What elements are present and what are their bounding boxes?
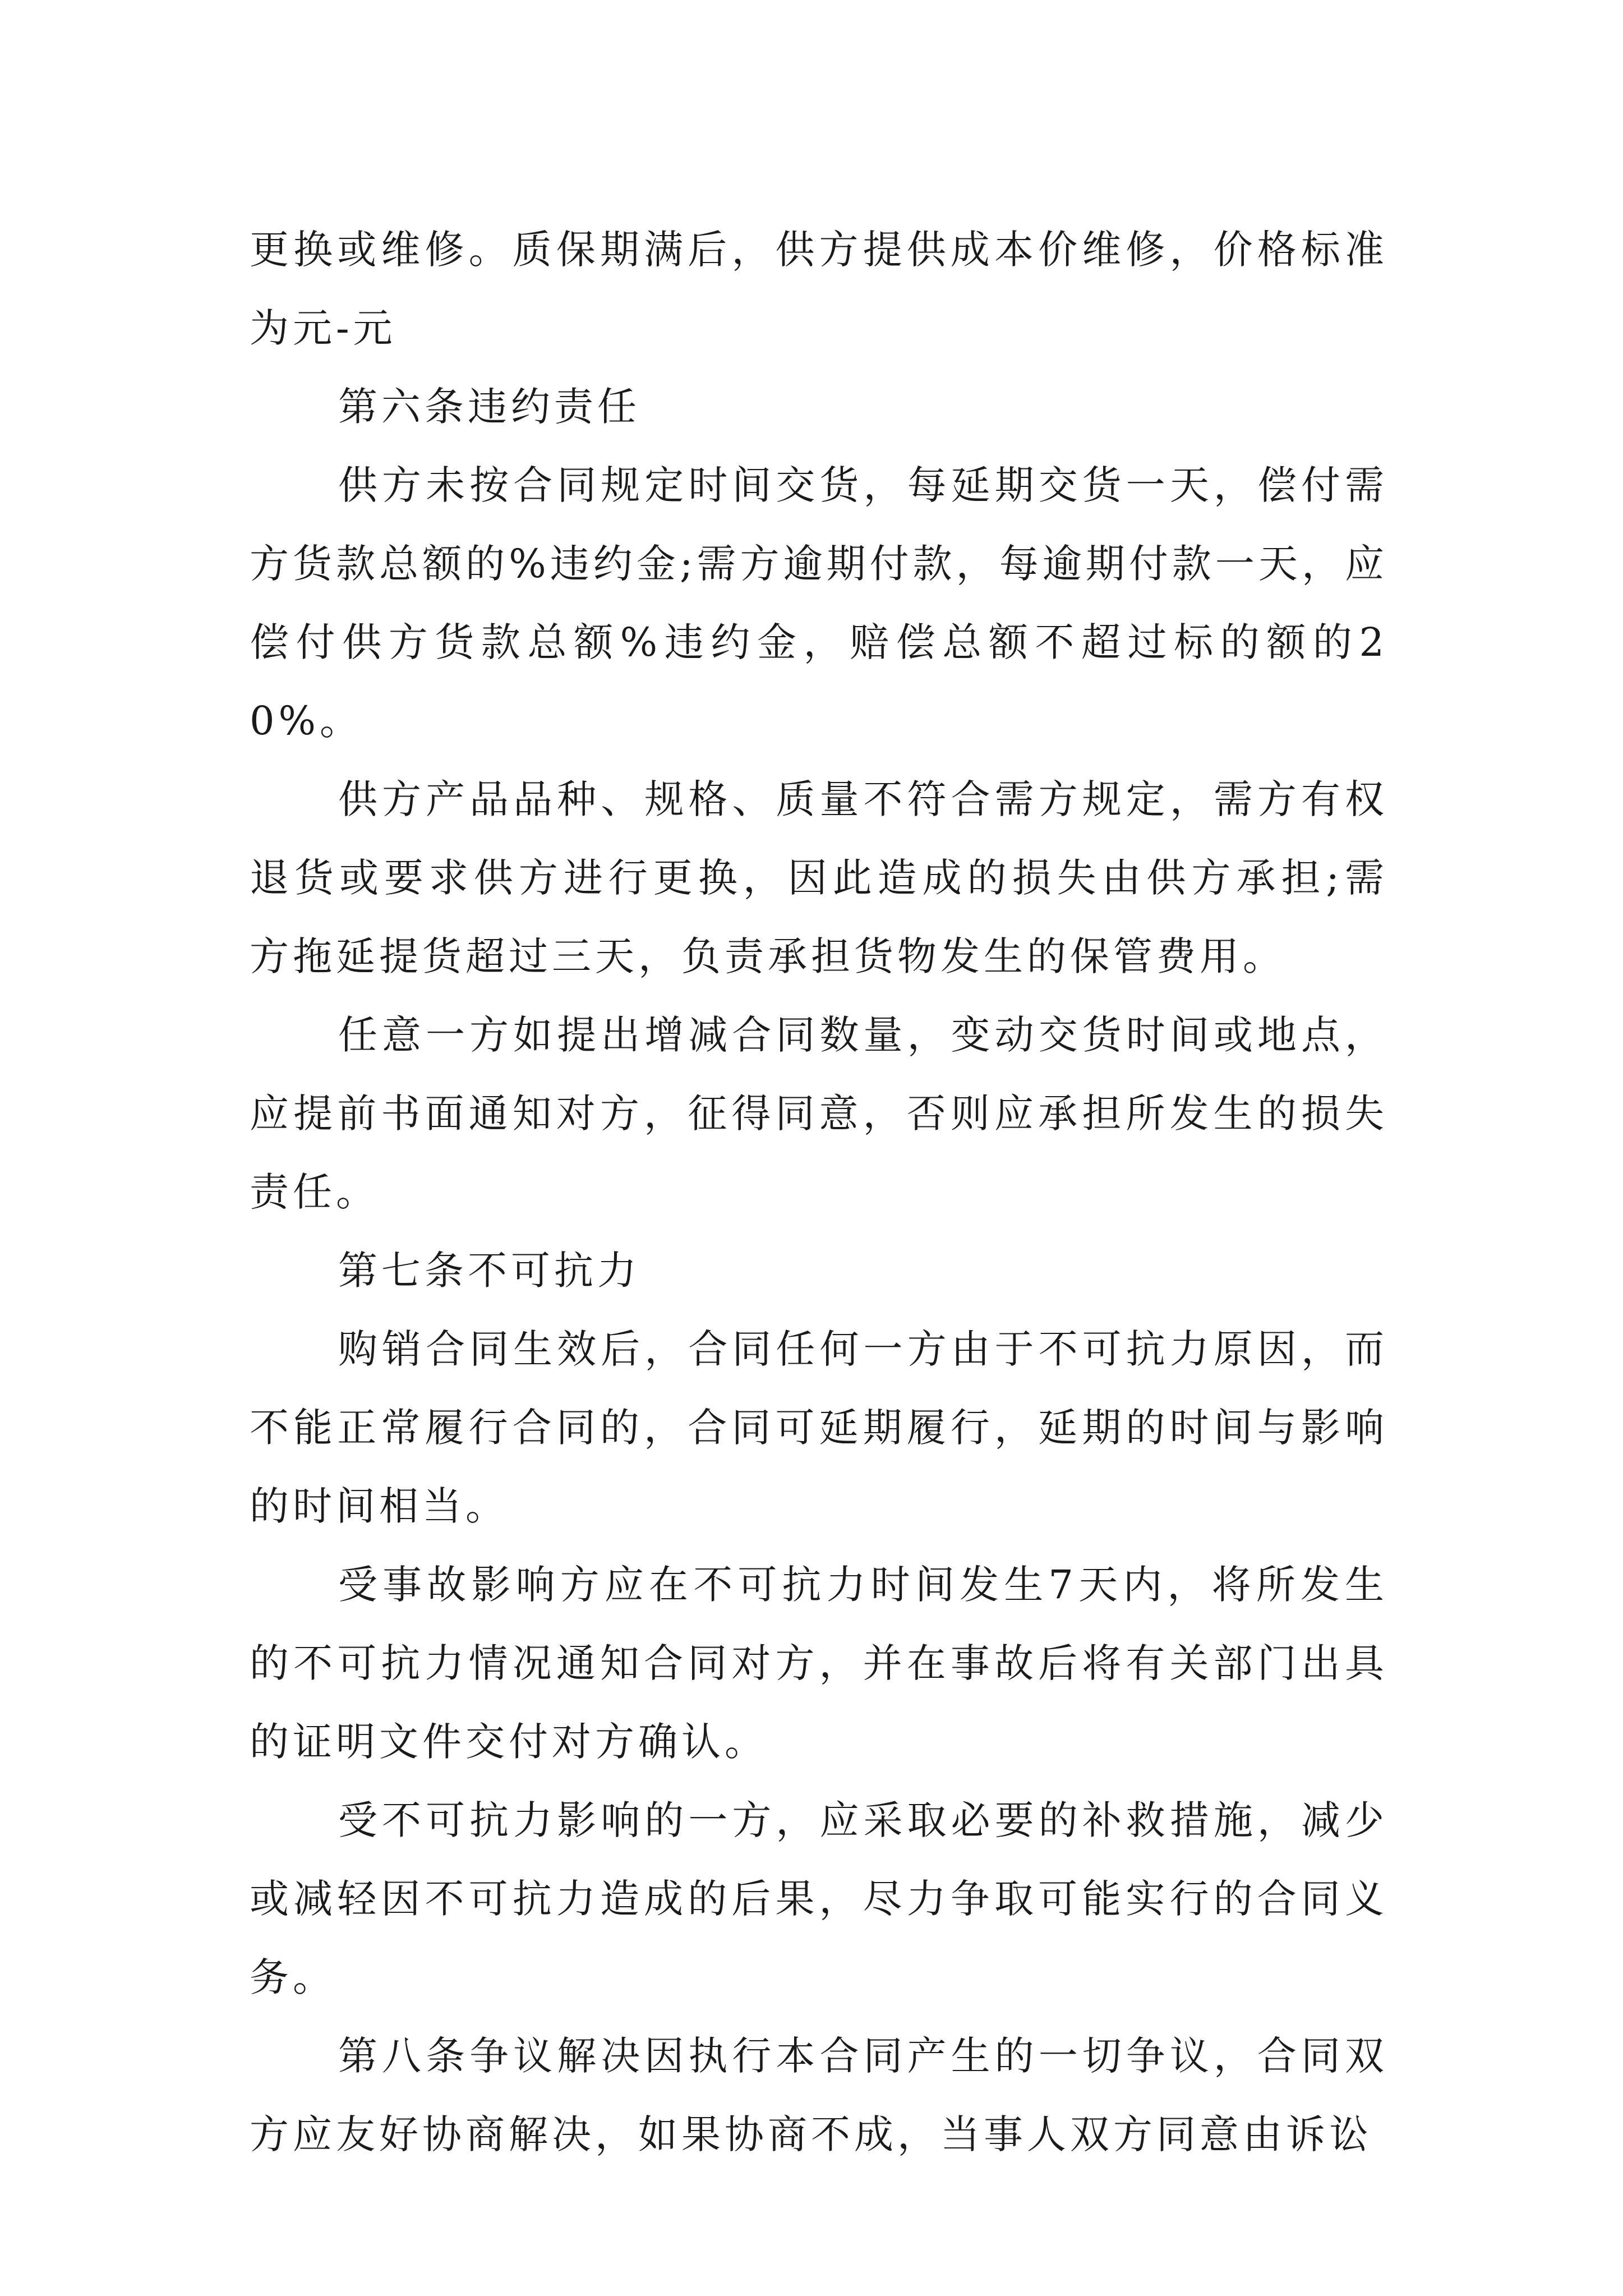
heading-article-6: 第六条违约责任 (338, 384, 640, 430)
paragraph-force-majeure-remedy: 受不可抗力影响的一方，应采取必要的补救措施，减少或减轻因不可抗力造成的后果，尽力争取可能实行的合同义务。 (250, 1797, 1388, 2000)
paragraph-article-8-dispute: 第八条争议解决因执行本合同产生的一切争议，合同双方应友好协商解决，如果协商不成，当事人双方同意由诉讼 (250, 2033, 1388, 2157)
paragraph-late-delivery: 供方未按合同规定时间交货，每延期交货一天，偿付需方货款总额的%违约金;需方逾期付款，每逾期付款一天，应偿付供方货款总额%违约金，赔偿总额不超过标的额的20%。 (250, 462, 1388, 744)
paragraph-force-majeure-notice: 受事故影响方应在不可抗力时间发生7天内，将所发生的不可抗力情况通知合同对方，并在事故后将有关部门出具的证明文件交付对方确认。 (250, 1562, 1388, 1765)
heading-article-7: 第七条不可抗力 (338, 1248, 640, 1294)
paragraph-force-majeure-delay: 购销合同生效后，合同任何一方由于不可抗力原因，而不能正常履行合同的，合同可延期履行，延期的时间与影响的时间相当。 (250, 1326, 1388, 1529)
paragraph-warranty-continuation: 更换或维修。质保期满后，供方提供成本价维修，价格标准为元-元 (250, 227, 1388, 351)
paragraph-quality-nonconformity: 供方产品品种、规格、质量不符合需方规定，需方有权退货或要求供方进行更换，因此造成的损失由供方承担;需方拖延提货超过三天，负责承担货物发生的保管费用。 (250, 776, 1388, 979)
document-body (250, 210, 1388, 2174)
paragraph-contract-changes: 任意一方如提出增减合同数量，变动交货时间或地点，应提前书面通知对方，征得同意，否则应承担所发生的损失责任。 (250, 1012, 1388, 1215)
